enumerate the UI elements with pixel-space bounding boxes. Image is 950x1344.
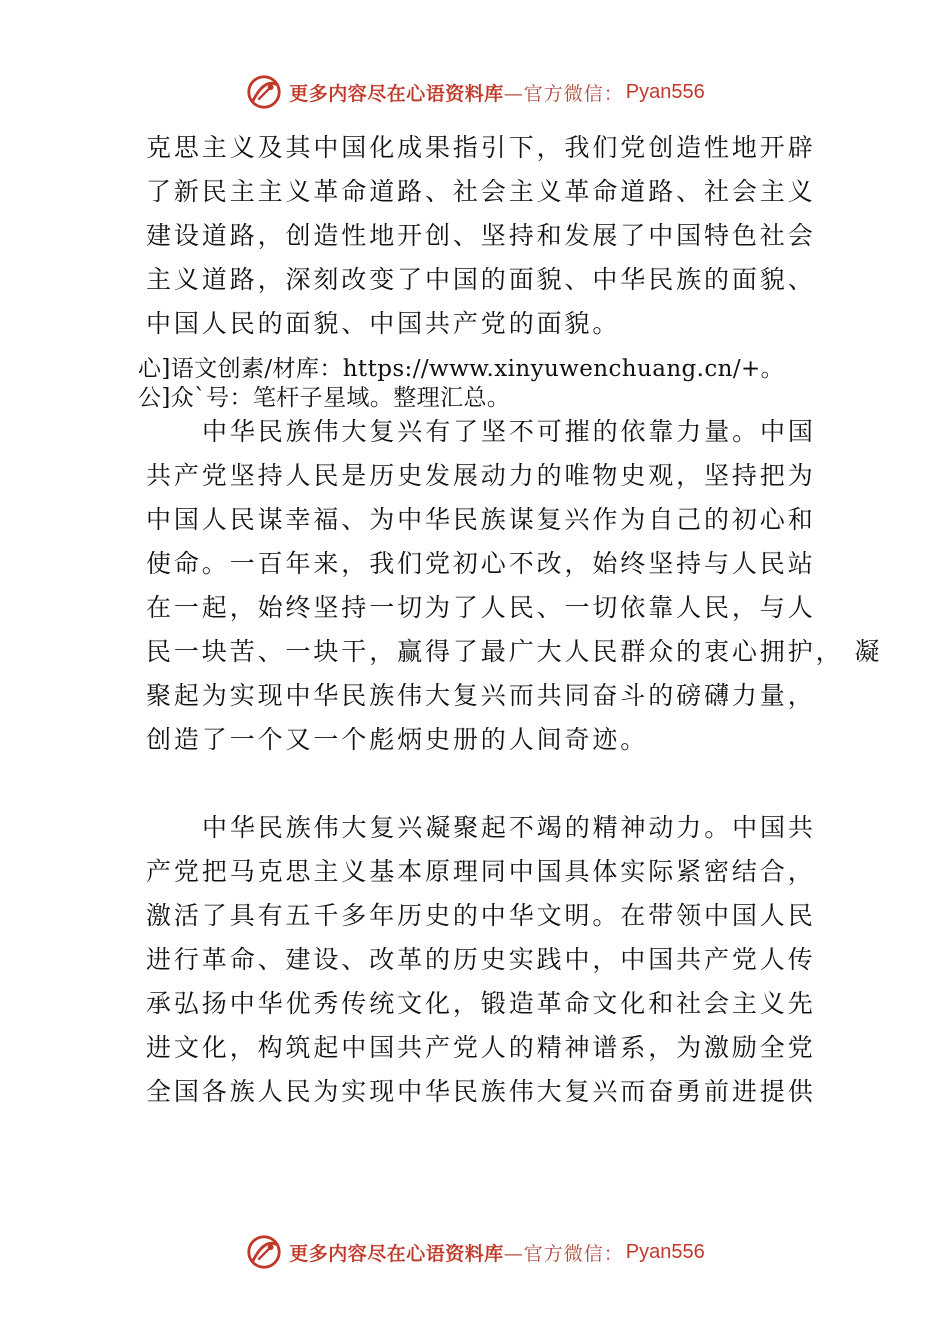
text-line: 承弘扬中华优秀传统文化，锻造革命文化和社会主义先 — [146, 989, 816, 1018]
text-line: 了新民主主义革命道路、社会主义革命道路、社会主义 — [146, 177, 816, 206]
text-line: 进文化，构筑起中国共产党人的精神谱系，为激励全党 — [146, 1033, 816, 1062]
paragraph-3 — [146, 806, 846, 1114]
banner-wechat-label: —官方微信： — [503, 1242, 624, 1265]
text-line: 全国各族人民为实现中华民族伟大复兴而奋勇前进提供 — [146, 1077, 816, 1106]
footer-banner — [0, 1230, 950, 1274]
text-line: 创造了一个又一个彪炳史册的人间奇迹。 — [146, 725, 649, 754]
banner-title: 更多内容尽在心语资料库 — [289, 82, 504, 105]
source-line: 公]众`号：笔杆子星域。整理汇总。 — [138, 385, 511, 411]
text-line: 民一块苦、一块干，赢得了最广大人民群众的衷心拥护， 凝 — [146, 637, 883, 666]
text-line: 使命。一百年来，我们党初心不改，始终坚持与人民站 — [146, 549, 816, 578]
text-line: 中华民族伟大复兴有了坚不可摧的依靠力量。中国 — [202, 417, 816, 446]
banner-title: 更多内容尽在心语资料库 — [289, 1242, 504, 1265]
header-banner — [0, 70, 950, 114]
text-line: 主义道路，深刻改变了中国的面貌、中华民族的面貌、 — [146, 265, 816, 294]
paragraph-2 — [146, 410, 883, 762]
banner-wechat-label: —官方微信： — [503, 82, 624, 105]
banner-wechat-id: Pyan556 — [625, 80, 705, 103]
banner-wechat-id: Pyan556 — [625, 1240, 705, 1263]
text-line: 中华民族伟大复兴凝聚起不竭的精神动力。中国共 — [202, 813, 816, 842]
text-line: 激活了具有五千多年历史的中华文明。在带领中国人民 — [146, 901, 816, 930]
text-line: 聚起为实现中华民族伟大复兴而共同奋斗的磅礴力量， — [146, 681, 816, 710]
paragraph-1 — [146, 126, 846, 346]
brand-logo-icon — [245, 73, 283, 111]
text-line: 共产党坚持人民是历史发展动力的唯物史观，坚持把为 — [146, 461, 816, 490]
text-line: 产党把马克思主义基本原理同中国具体实际紧密结合， — [146, 857, 816, 886]
text-line: 克思主义及其中国化成果指引下，我们党创造性地开辟 — [146, 133, 816, 162]
brand-logo-icon — [245, 1233, 283, 1271]
text-line: 进行革命、建设、改革的历史实践中，中国共产党人传 — [146, 945, 816, 974]
text-line: 中国人民谋幸福、为中华民族谋复兴作为自己的初心和 — [146, 505, 816, 534]
text-line: 在一起，始终坚持一切为了人民、一切依靠人民，与人 — [146, 593, 816, 622]
text-line: 中国人民的面貌、中国共产党的面貌。 — [146, 309, 621, 338]
source-line: 心]语文创素/材库：https://www.xinyuwenchuang.cn/+。 — [138, 356, 785, 382]
inserted-source-note — [138, 355, 918, 413]
text-line: 建设道路，创造性地开创、坚持和发展了中国特色社会 — [146, 221, 816, 250]
